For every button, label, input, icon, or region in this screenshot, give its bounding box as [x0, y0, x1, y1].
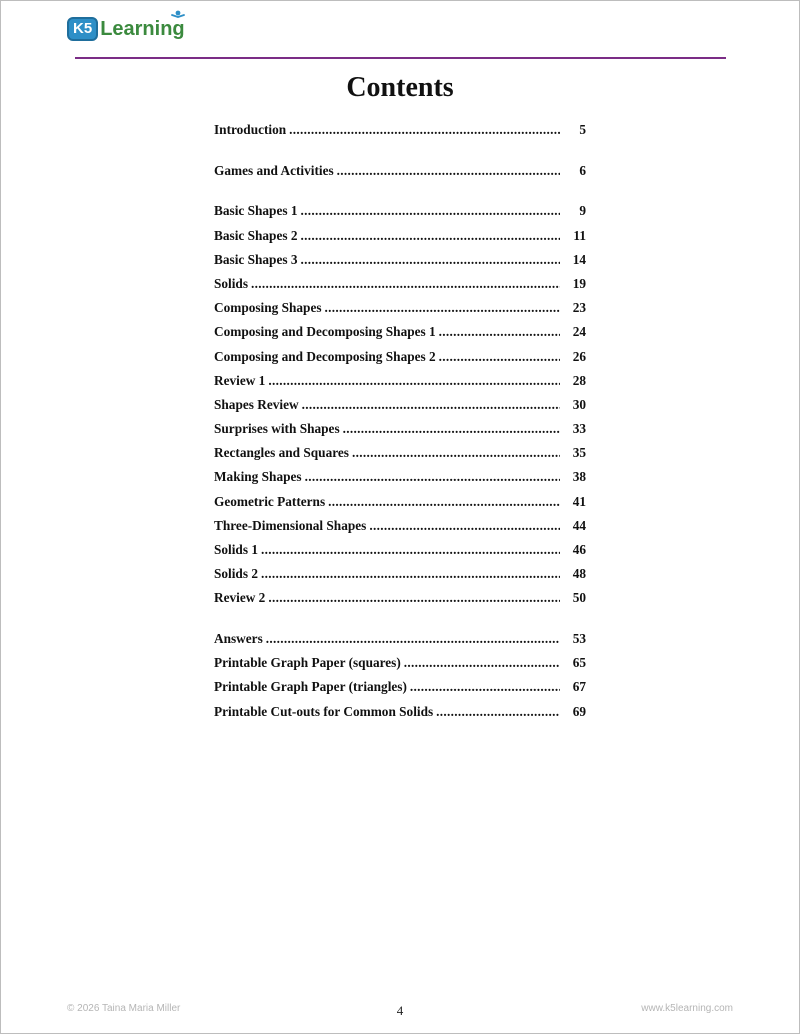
toc-entry-page: 50: [572, 590, 586, 606]
toc-entry-title: Rectangles and Squares: [214, 445, 349, 461]
footer-copyright: © 2026 Taina Maria Miller: [67, 1003, 181, 1014]
toc-entry[interactable]: [214, 419, 586, 443]
page-title: Contents: [346, 72, 454, 103]
toc-entry-page: 35: [572, 445, 586, 461]
toc-entry-page: 67: [572, 679, 586, 695]
toc-entry-title: Three-Dimensional Shapes: [214, 517, 367, 533]
toc-entry-page: 24: [572, 324, 586, 340]
toc-entry[interactable]: [214, 702, 586, 726]
toc-entry-page: 30: [572, 396, 586, 412]
toc-entry-title: Solids: [214, 275, 249, 291]
toc-dot-leader: [302, 395, 560, 415]
logo-text: [100, 18, 184, 41]
toc-entry-page: 46: [572, 542, 586, 557]
toc-entry-title: Printable Cut-outs for Common Solids: [214, 703, 434, 719]
toc-entry[interactable]: [214, 540, 586, 564]
toc-entry-title: Printable Graph Paper (triangles): [214, 679, 407, 695]
toc-dot-leader: [261, 540, 560, 560]
toc-dot-leader: [301, 226, 561, 246]
toc-entry[interactable]: [214, 250, 586, 274]
toc-entry-title: Shapes Review: [214, 396, 299, 412]
toc-entry-page: 19: [572, 275, 586, 291]
toc-dot-leader: [268, 588, 560, 608]
toc-entry-page: 14: [572, 251, 586, 267]
toc-entry[interactable]: [214, 395, 586, 419]
toc-dot-leader: [301, 250, 561, 270]
toc-entry-title: Surprises with Shapes: [214, 421, 340, 437]
toc-entry[interactable]: [214, 371, 586, 395]
toc-entry-page: 48: [572, 566, 586, 582]
toc-entry[interactable]: [214, 564, 586, 588]
toc-entry-page: 65: [572, 655, 586, 671]
toc-entry[interactable]: [214, 120, 586, 144]
toc-dot-leader: [325, 298, 560, 318]
toc-entry-page: 5: [579, 122, 586, 137]
toc-dot-leader: [410, 677, 560, 697]
toc-entry[interactable]: [214, 629, 586, 653]
toc-entry-page: 9: [579, 203, 586, 219]
toc-entry-page: 44: [572, 517, 586, 533]
toc-entry-title: Answers: [214, 631, 263, 647]
toc-entry-page: 28: [572, 372, 586, 388]
toc-entry-page: 41: [572, 493, 586, 509]
toc-entry-title: Making Shapes: [214, 469, 302, 485]
toc-dot-leader: [369, 516, 560, 536]
toc-entry[interactable]: [214, 588, 586, 612]
toc-entry-page: 26: [572, 348, 586, 364]
toc-dot-leader: [268, 371, 560, 391]
toc-dot-leader: [352, 443, 560, 463]
toc-entry-title: Geometric Patterns: [214, 493, 326, 509]
toc-dot-leader: [436, 702, 560, 722]
toc-entry-title: Printable Graph Paper (squares): [214, 655, 401, 671]
toc-dot-leader: [305, 467, 560, 487]
toc-entry-page: 23: [572, 300, 586, 316]
toc-dot-leader: [266, 629, 560, 649]
toc-entry[interactable]: [214, 467, 586, 491]
toc-entry[interactable]: [214, 201, 586, 225]
toc-entry[interactable]: [214, 653, 586, 677]
toc-entry-title: Basic Shapes 1: [214, 203, 298, 219]
toc-entry[interactable]: [214, 322, 586, 346]
toc-entry-page: 69: [572, 703, 586, 719]
logo-badge: K5: [67, 17, 98, 41]
toc-dot-leader: [251, 274, 560, 294]
toc-entry-page: 11: [573, 227, 586, 243]
toc-entry-title: Basic Shapes 3: [214, 251, 298, 267]
toc-entry-title: Solids 2: [214, 566, 258, 582]
footer-website: www.k5learning.com: [641, 1003, 733, 1014]
toc-entry-title: Games and Activities: [214, 162, 334, 178]
toc-entry[interactable]: [214, 516, 586, 540]
k5-learning-logo: [67, 14, 185, 44]
toc-entry[interactable]: [214, 347, 586, 371]
person-figure-icon: [171, 10, 185, 22]
logo-wordmark: Learning: [100, 17, 185, 40]
toc-entry-title: Introduction: [214, 122, 287, 137]
toc-entry-title: Review 1: [214, 372, 266, 388]
toc-entry[interactable]: [214, 226, 586, 250]
toc-entry[interactable]: [214, 274, 586, 298]
toc-entry[interactable]: [214, 492, 586, 516]
header-rule: [75, 57, 726, 59]
toc-dot-leader: [289, 120, 560, 140]
toc-entry-title: Composing and Decomposing Shapes 1: [214, 324, 436, 340]
toc-entry[interactable]: [214, 298, 586, 322]
footer-page-number: 4: [396, 1003, 404, 1018]
toc-entry-title: Composing Shapes: [214, 300, 322, 316]
toc-entry-page: 38: [572, 469, 586, 485]
toc-dot-leader: [439, 347, 560, 367]
toc-entry-title: Basic Shapes 2: [214, 227, 298, 243]
toc-entry[interactable]: [214, 161, 586, 185]
toc-dot-leader: [301, 201, 561, 221]
toc-dot-leader: [328, 492, 560, 512]
toc-entry[interactable]: [214, 443, 586, 467]
toc-entry-title: Solids 1: [214, 542, 258, 557]
toc-entry-title: Composing and Decomposing Shapes 2: [214, 348, 436, 364]
toc-entry-page: 33: [572, 421, 586, 437]
toc-entry-page: 6: [579, 162, 586, 178]
toc-dot-leader: [261, 564, 560, 584]
toc-entry-page: 53: [572, 631, 586, 647]
toc-dot-leader: [343, 419, 560, 439]
toc-dot-leader: [337, 161, 560, 181]
toc-entry[interactable]: [214, 677, 586, 701]
toc-dot-leader: [404, 653, 560, 673]
toc-dot-leader: [439, 322, 560, 342]
toc-entry-title: Review 2: [214, 590, 266, 606]
table-of-contents: [214, 120, 586, 726]
